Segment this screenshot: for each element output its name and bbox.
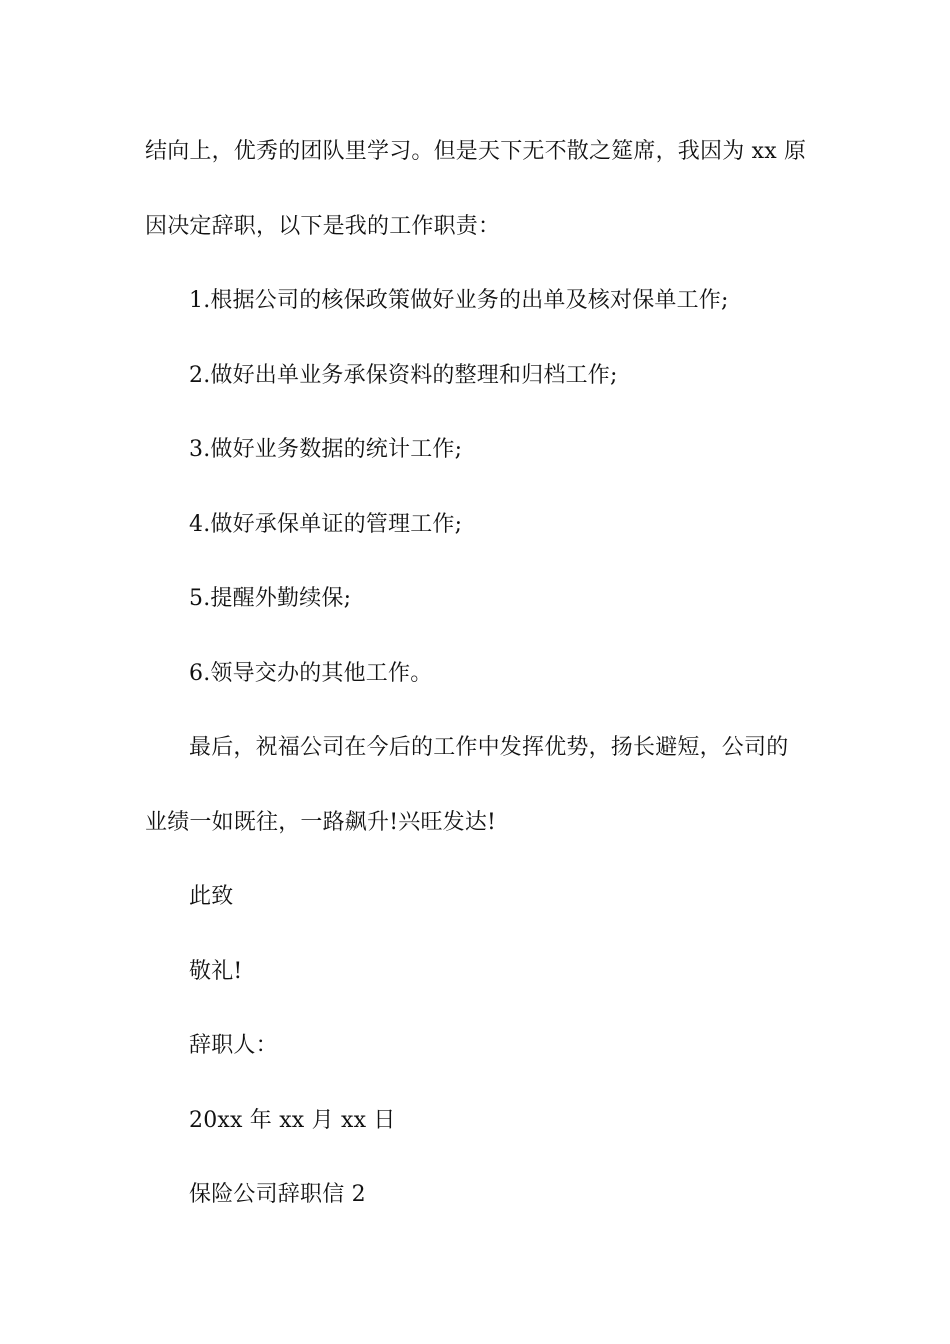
- duty-item-5: 5.提醒外勤续保;: [189, 586, 352, 611]
- closing-paragraph-line: 最后，祝福公司在今后的工作中发挥优势，扬长避短，公司的: [189, 735, 789, 760]
- duty-item-4: 4.做好承保单证的管理工作;: [189, 512, 463, 537]
- duty-item-6: 6.领导交办的其他工作。: [189, 661, 433, 686]
- duty-item-2: 2.做好出单业务承保资料的整理和归档工作;: [189, 363, 618, 388]
- paragraph-line: 结向上，优秀的团队里学习。但是天下无不散之筵席，我因为 xx 原: [145, 139, 807, 164]
- paragraph-line: 因决定辞职，以下是我的工作职责：: [145, 214, 501, 239]
- duty-item-3: 3.做好业务数据的统计工作;: [189, 437, 463, 462]
- signer-label: 辞职人：: [189, 1033, 278, 1058]
- closing-paragraph-line: 业绩一如既往，一路飙升!兴旺发达!: [145, 810, 497, 835]
- duty-item-1: 1.根据公司的核保政策做好业务的出单及核对保单工作;: [189, 288, 729, 313]
- salutation-line: 敬礼!: [189, 959, 243, 984]
- salutation-line: 此致: [189, 884, 234, 909]
- section-title: 保险公司辞职信 2: [189, 1182, 366, 1207]
- date-line: 20xx 年 xx 月 xx 日: [189, 1108, 396, 1133]
